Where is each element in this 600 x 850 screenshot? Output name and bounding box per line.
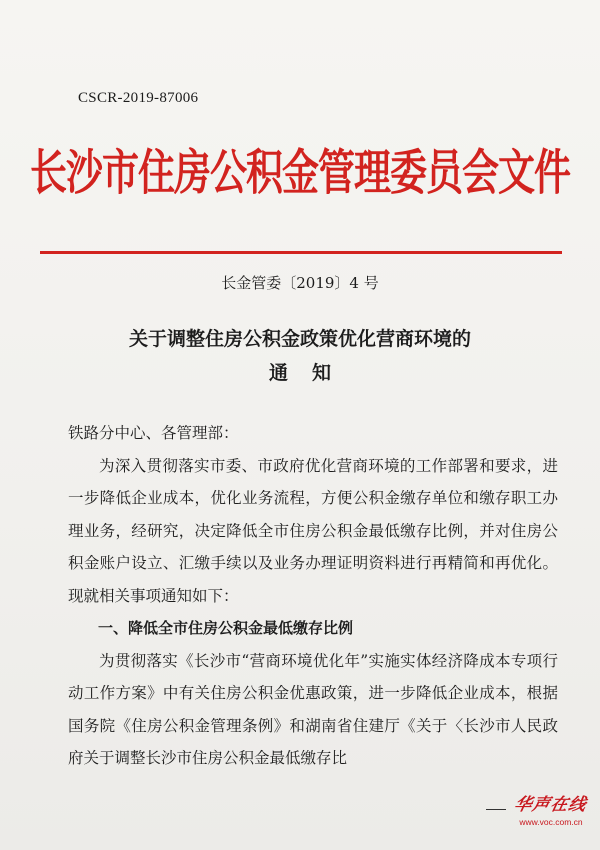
issue-number: 长金管委〔2019〕4 号 — [221, 274, 379, 292]
document-title-line2: 通知 — [268, 362, 355, 384]
watermark — [508, 790, 594, 827]
paragraph-1: 为深入贯彻落实市委、市政府优化营商环境的工作部署和要求，进一步降低企业成本，优化业务流程，方便公积金缴存单位和缴存职工办理业务，经研究，决定降低全市住房公积金最低缴存比例，并对住房公积金账户设立、汇缴手续以及业务办理证明资料进行再精简和再优化。现就相关事项通知如下： — [68, 456, 558, 605]
addressee: 铁路分中心、各管理部： — [68, 424, 239, 442]
document-title — [0, 322, 600, 390]
document-body — [68, 417, 558, 775]
document-number: CSCR-2019-87006 — [78, 90, 199, 106]
document-title-line1: 关于调整住房公积金政策优化营商环境的 — [128, 328, 471, 350]
issuing-organization-header: 长沙市住房公积金管理委员会文件 — [30, 144, 570, 201]
section-1-heading: 一、降低全市住房公积金最低缴存比例 — [98, 619, 354, 637]
watermark-logo: 华声在线 — [512, 795, 589, 815]
watermark-url: www.voc.com.cn — [519, 817, 583, 827]
paragraph-2: 为贯彻落实《长沙市“营商环境优化年”实施实体经济降成本专项行动工作方案》中有关住房公积金优惠政策，进一步降低企业成本，根据国务院《住房公积金管理条例》和湖南省住建厅《关于〈长沙市人民政府关于调整长沙市住房公积金最低缴存比 — [68, 651, 558, 767]
red-divider-line — [40, 251, 562, 254]
footer-dash — [486, 809, 506, 810]
